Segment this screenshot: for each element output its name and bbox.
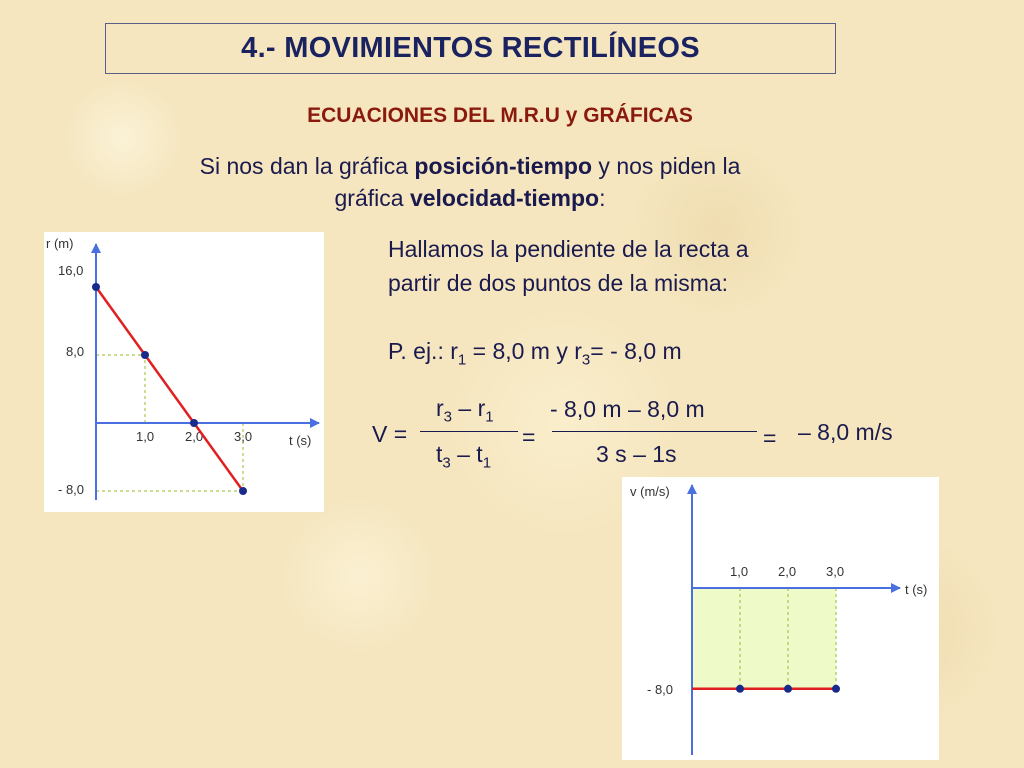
equation-den2: 3 s – 1s: [596, 441, 677, 467]
data-point-3: [239, 487, 247, 495]
data-point-2: [190, 419, 198, 427]
x-tick-2: 2,0: [778, 564, 797, 579]
den1-sub3: 3: [442, 454, 451, 472]
equation-num1: [436, 395, 494, 426]
x-axis-label: t (s): [289, 433, 312, 448]
area-fill: [692, 588, 836, 689]
velocity-time-chart: [622, 477, 939, 760]
equation-den1: [436, 441, 491, 472]
y-tick-16: 16,0: [58, 263, 84, 278]
velocity-time-graph: [622, 477, 939, 760]
equation-equals-2: =: [763, 425, 777, 451]
x-axis-label: t (s): [905, 582, 928, 597]
example-line: [388, 338, 682, 369]
intro-part4: :: [599, 185, 606, 211]
example-sub2: 3: [581, 351, 591, 369]
intro-part1: Si nos dan la gráfica: [199, 153, 415, 179]
position-time-graph: [44, 232, 324, 512]
data-point-3: [832, 685, 840, 693]
equation-equals-1: =: [522, 424, 536, 450]
intro-part2: y nos piden la: [592, 153, 741, 179]
num1-sub1: 1: [485, 408, 494, 426]
y-axis-label: v (m/s): [630, 484, 670, 499]
example-sub1: 1: [457, 351, 467, 369]
title-box: [105, 23, 836, 74]
equation-lhs: V =: [372, 421, 408, 447]
paragraph-line-2: partir de dos puntos de la misma:: [388, 270, 729, 296]
y-tick-neg8: - 8,0: [58, 482, 85, 497]
equation-num2: - 8,0 m – 8,0 m: [550, 396, 705, 422]
data-point-1: [736, 685, 744, 693]
paragraph-line-1: Hallamos la pendiente de la recta a: [388, 236, 749, 262]
data-point-0: [92, 283, 100, 291]
x-tick-1: 1,0: [730, 564, 749, 579]
x-tick-2: 2,0: [185, 429, 204, 444]
x-tick-1: 1,0: [136, 429, 155, 444]
intro-part3: gráfica: [334, 185, 410, 211]
example-mid: = 8,0 m y r: [466, 338, 582, 364]
example-suffix: = - 8,0 m: [590, 338, 682, 364]
example-prefix: P. ej.: r: [388, 338, 458, 364]
den1-t1: – t: [450, 441, 483, 467]
x-tick-3: 3,0: [234, 429, 253, 444]
num1-r3: r: [436, 395, 444, 421]
position-time-chart: [44, 232, 324, 512]
data-point-2: [784, 685, 792, 693]
explanation-paragraph: [388, 232, 868, 300]
den1-t3: t: [436, 441, 443, 467]
y-axis-label: r (m): [46, 236, 74, 251]
den1-sub1: 1: [482, 454, 492, 472]
x-tick-3: 3,0: [826, 564, 845, 579]
y-tick-neg8: - 8,0: [647, 682, 674, 697]
data-point-1: [141, 351, 149, 359]
num1-sub3: 3: [443, 408, 453, 426]
num1-r1: – r: [452, 395, 486, 421]
equation-result: – 8,0 m/s: [798, 419, 893, 445]
intro-bold2: velocidad-tiempo: [409, 185, 600, 211]
section-subtitle: ECUACIONES DEL M.R.U y GRÁFICAS: [307, 104, 693, 127]
position-line: [96, 287, 243, 491]
y-tick-8: 8,0: [66, 344, 85, 359]
intro-bold1: posición-tiempo: [414, 153, 593, 179]
fraction-bar-2: [552, 431, 757, 432]
intro-text: [110, 150, 830, 214]
page-title: 4.- MOVIMIENTOS RECTILÍNEOS: [241, 32, 700, 64]
fraction-bar-1: [420, 431, 518, 432]
